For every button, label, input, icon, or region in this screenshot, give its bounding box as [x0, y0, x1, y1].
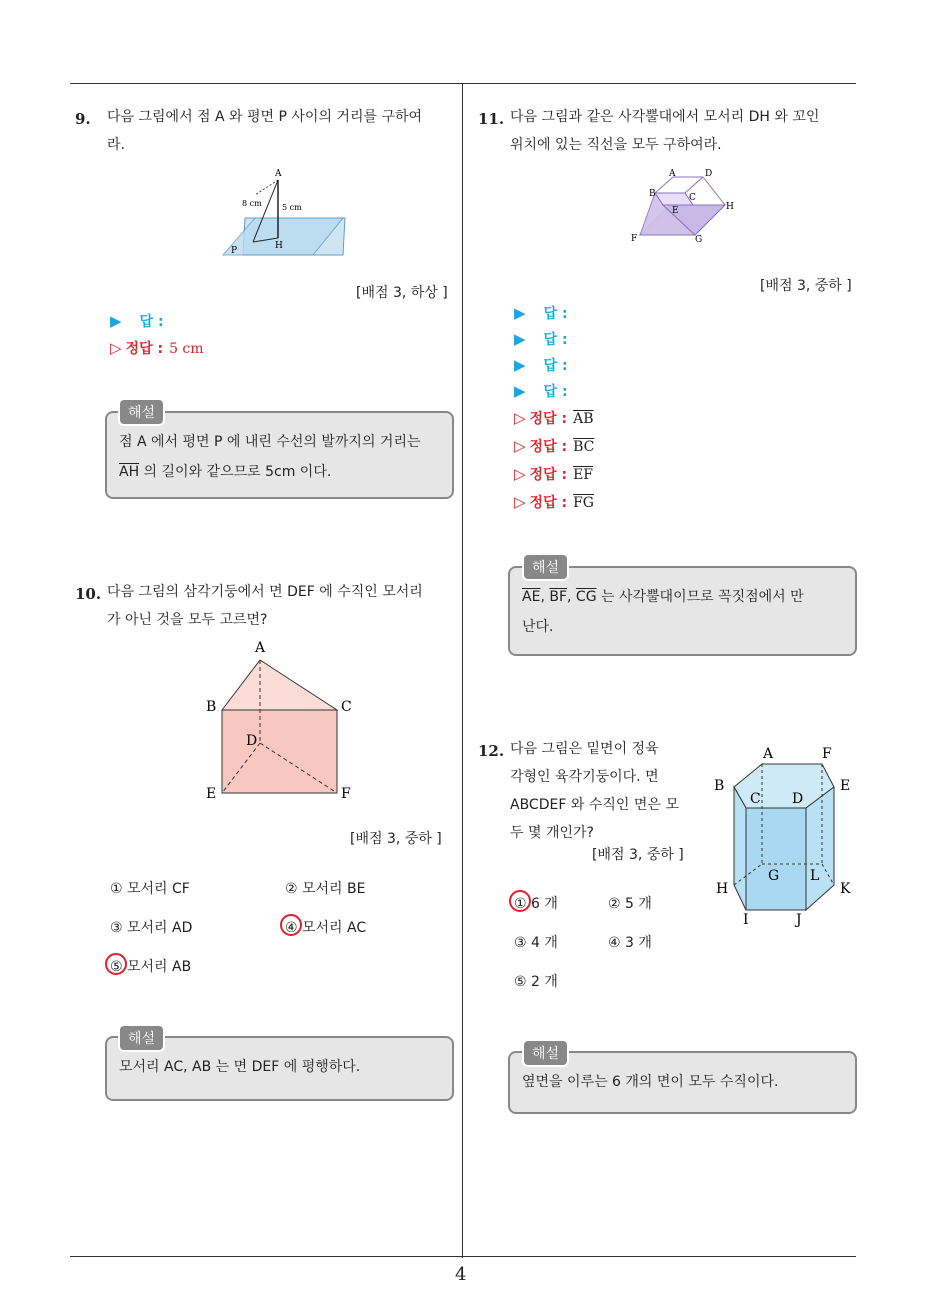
q12-selected-mark-1: [509, 890, 531, 912]
q11-label-h: H: [726, 202, 734, 212]
q11-line1: 다음 그림과 같은 사각뿔대에서 모서리 DH 와 꼬인: [510, 109, 820, 125]
q11-seg-2: $\overline{BF}$: [549, 589, 568, 605]
q10-number: 10.: [75, 585, 102, 603]
q12-explain-text: 옆면을 이루는 6 개의 면이 모두 수직이다.: [522, 1074, 779, 1090]
q11-label-d: D: [705, 169, 713, 179]
q10-label-a: A: [255, 640, 266, 656]
answer-label: 답 :: [543, 384, 568, 400]
correct-label: 정답 :: [529, 495, 568, 511]
q9-label-len2: 5 cm: [282, 203, 302, 212]
q11-label-a: A: [669, 169, 676, 179]
q12-question: [510, 735, 700, 847]
q11-label-b: B: [649, 189, 656, 199]
q10-option-2[interactable]: ② 모서리 BE: [285, 881, 366, 897]
q12-line4: 두 몇 개인가?: [510, 825, 594, 841]
q9-line2: 라.: [107, 137, 125, 153]
q11-correct-2: $\overline{BC}$: [573, 439, 595, 455]
play-icon: ▶: [514, 382, 526, 400]
answer-label: 답 :: [139, 314, 164, 330]
q11-explain-rest: 는 사각뿔대이므로 꼭짓점에서 만: [596, 589, 804, 605]
q12-label-f: F: [822, 746, 832, 762]
q11-answer-line-4: [514, 381, 568, 401]
q11-correct-3: $\overline{EF}$: [573, 467, 594, 483]
q11-correct-1: $\overline{AB}$: [573, 411, 594, 427]
q12-label-l: L: [810, 868, 820, 884]
q12-label-j: J: [796, 912, 802, 928]
q11-correct-line-1: [514, 408, 593, 428]
q9-answer-line: [110, 311, 164, 331]
q10-selected-mark-4: [280, 914, 302, 936]
q9-label-h: H: [275, 241, 283, 251]
q10-option-1[interactable]: ① 모서리 CF: [110, 881, 190, 897]
q12-label-g: G: [768, 868, 780, 884]
bottom-rule: [70, 1256, 856, 1257]
q12-label-i: I: [743, 912, 749, 928]
play-icon: ▶: [514, 330, 526, 348]
q12-label-b: B: [714, 778, 725, 794]
q11-label-c: C: [689, 193, 696, 203]
q11-correct-4: $\overline{FG}$: [573, 495, 594, 511]
play-icon: ▶: [110, 312, 122, 330]
q9-explain-line2: 의 길이와 같으므로 5cm 이다.: [139, 464, 332, 480]
q11-label-e: E: [672, 206, 679, 216]
q11-correct-line-3: [514, 464, 593, 484]
q10-line1: 다음 그림의 삼각기둥에서 면 DEF 에 수직인 모서리: [107, 584, 423, 600]
q12-label-d: D: [792, 791, 804, 807]
q9-score: [배점 3, 하상 ]: [356, 285, 448, 301]
q10-label-b: B: [206, 699, 217, 715]
correct-label: 정답 :: [529, 411, 568, 427]
q11-number: 11.: [478, 110, 505, 128]
outline-play-icon: ▷: [514, 437, 526, 455]
q12-option-3[interactable]: ③ 4 개: [514, 935, 558, 951]
q12-option-1[interactable]: ① 6 개: [514, 896, 558, 912]
outline-play-icon: ▷: [110, 339, 122, 357]
q12-line2: 각형인 육각기둥이다. 면: [510, 769, 659, 785]
q10-line2: 가 아닌 것을 모두 고르면?: [107, 612, 268, 628]
q12-label-c: C: [750, 791, 761, 807]
q10-label-e: E: [206, 786, 217, 802]
page-number: 4: [455, 1264, 467, 1285]
q10-explain-text: 모서리 AC, AB 는 면 DEF 에 평행하다.: [119, 1059, 361, 1075]
outline-play-icon: ▷: [514, 465, 526, 483]
q10-explain-tag: 해설: [118, 1024, 165, 1052]
q10-figure: [200, 635, 370, 810]
q12-label-e: E: [840, 778, 851, 794]
q10-label-c: C: [341, 699, 352, 715]
play-icon: ▶: [514, 356, 526, 374]
q9-label-a: A: [275, 169, 282, 179]
q9-correct-line: [110, 338, 204, 358]
q12-option-5[interactable]: ⑤ 2 개: [514, 974, 558, 990]
q11-explain-line2: 난다.: [522, 619, 554, 635]
q12-option-4[interactable]: ④ 3 개: [608, 935, 652, 951]
q12-line3: ABCDEF 와 수직인 면은 모: [510, 797, 679, 813]
q9-question: [107, 103, 457, 159]
q9-label-len1: 8 cm: [242, 199, 262, 208]
q11-answer-line-3: [514, 355, 568, 375]
q9-explain-ah: $\overline{AH}$: [119, 464, 140, 480]
q9-explain-line1: 점 A 에서 평면 P 에 내린 수선의 발까지의 거리는: [119, 434, 421, 450]
correct-label: 정답 :: [125, 341, 164, 357]
answer-label: 답 :: [543, 306, 568, 322]
q12-label-a: A: [763, 746, 774, 762]
q11-correct-line-2: [514, 436, 594, 456]
column-divider: [462, 83, 463, 1258]
q11-label-g: G: [695, 235, 703, 245]
q9-explain-line2-wrap: [119, 457, 440, 487]
q9-label-p: P: [231, 246, 238, 256]
q11-seg-3: $\overline{CG}$: [575, 589, 597, 605]
answer-label: 답 :: [543, 358, 568, 374]
q12-label-h: H: [716, 881, 729, 897]
play-icon: ▶: [514, 304, 526, 322]
q11-figure: [625, 165, 745, 250]
q11-label-f: F: [631, 234, 638, 244]
q11-answer-line-2: [514, 329, 568, 349]
q11-correct-line-4: [514, 492, 594, 512]
outline-play-icon: ▷: [514, 493, 526, 511]
q11-explain-line1: $\overline{AE}$, $\overline{BF}$, $\overline{CG}$ 는 사각뿔대이므로 꼭짓점에서 만: [522, 589, 804, 605]
q12-explain-tag: 해설: [522, 1039, 569, 1067]
q12-figure: [710, 740, 860, 930]
q11-explain-tag: 해설: [522, 553, 569, 581]
q12-score: [배점 3, 중하 ]: [592, 847, 684, 863]
q10-score: [배점 3, 중하 ]: [350, 831, 442, 847]
q9-figure: [215, 160, 355, 260]
correct-label: 정답 :: [529, 467, 568, 483]
q10-selected-mark-5: [105, 953, 127, 975]
outline-play-icon: ▷: [514, 409, 526, 427]
q11-line2: 위치에 있는 직선을 모두 구하여라.: [510, 137, 722, 153]
q12-number: 12.: [478, 742, 505, 760]
q10-option-3[interactable]: ③ 모서리 AD: [110, 920, 193, 936]
answer-label: 답 :: [543, 332, 568, 348]
q11-score: [배점 3, 중하 ]: [760, 278, 852, 294]
q10-label-f: F: [341, 786, 351, 802]
q10-label-d: D: [246, 733, 258, 749]
q11-seg-1: $\overline{AE}$: [522, 589, 541, 605]
q9-number: 9.: [75, 110, 91, 128]
top-rule: [70, 83, 856, 84]
q9-line1: 다음 그림에서 점 A 와 평면 P 사이의 거리를 구하여: [107, 109, 423, 125]
correct-label: 정답 :: [529, 439, 568, 455]
q12-line1: 다음 그림은 밑면이 정육: [510, 741, 659, 757]
q9-correct-value: 5 cm: [169, 341, 204, 357]
q9-explain-tag: 해설: [118, 398, 165, 426]
q10-option-5[interactable]: ⑤ 모서리 AB: [110, 959, 192, 975]
q12-label-k: K: [840, 881, 851, 897]
q10-option-4[interactable]: ④ 모서리 AC: [285, 920, 367, 936]
q10-question: [107, 578, 457, 634]
q11-question: [510, 103, 860, 159]
q11-answer-line-1: [514, 303, 568, 323]
q12-option-2[interactable]: ② 5 개: [608, 896, 652, 912]
